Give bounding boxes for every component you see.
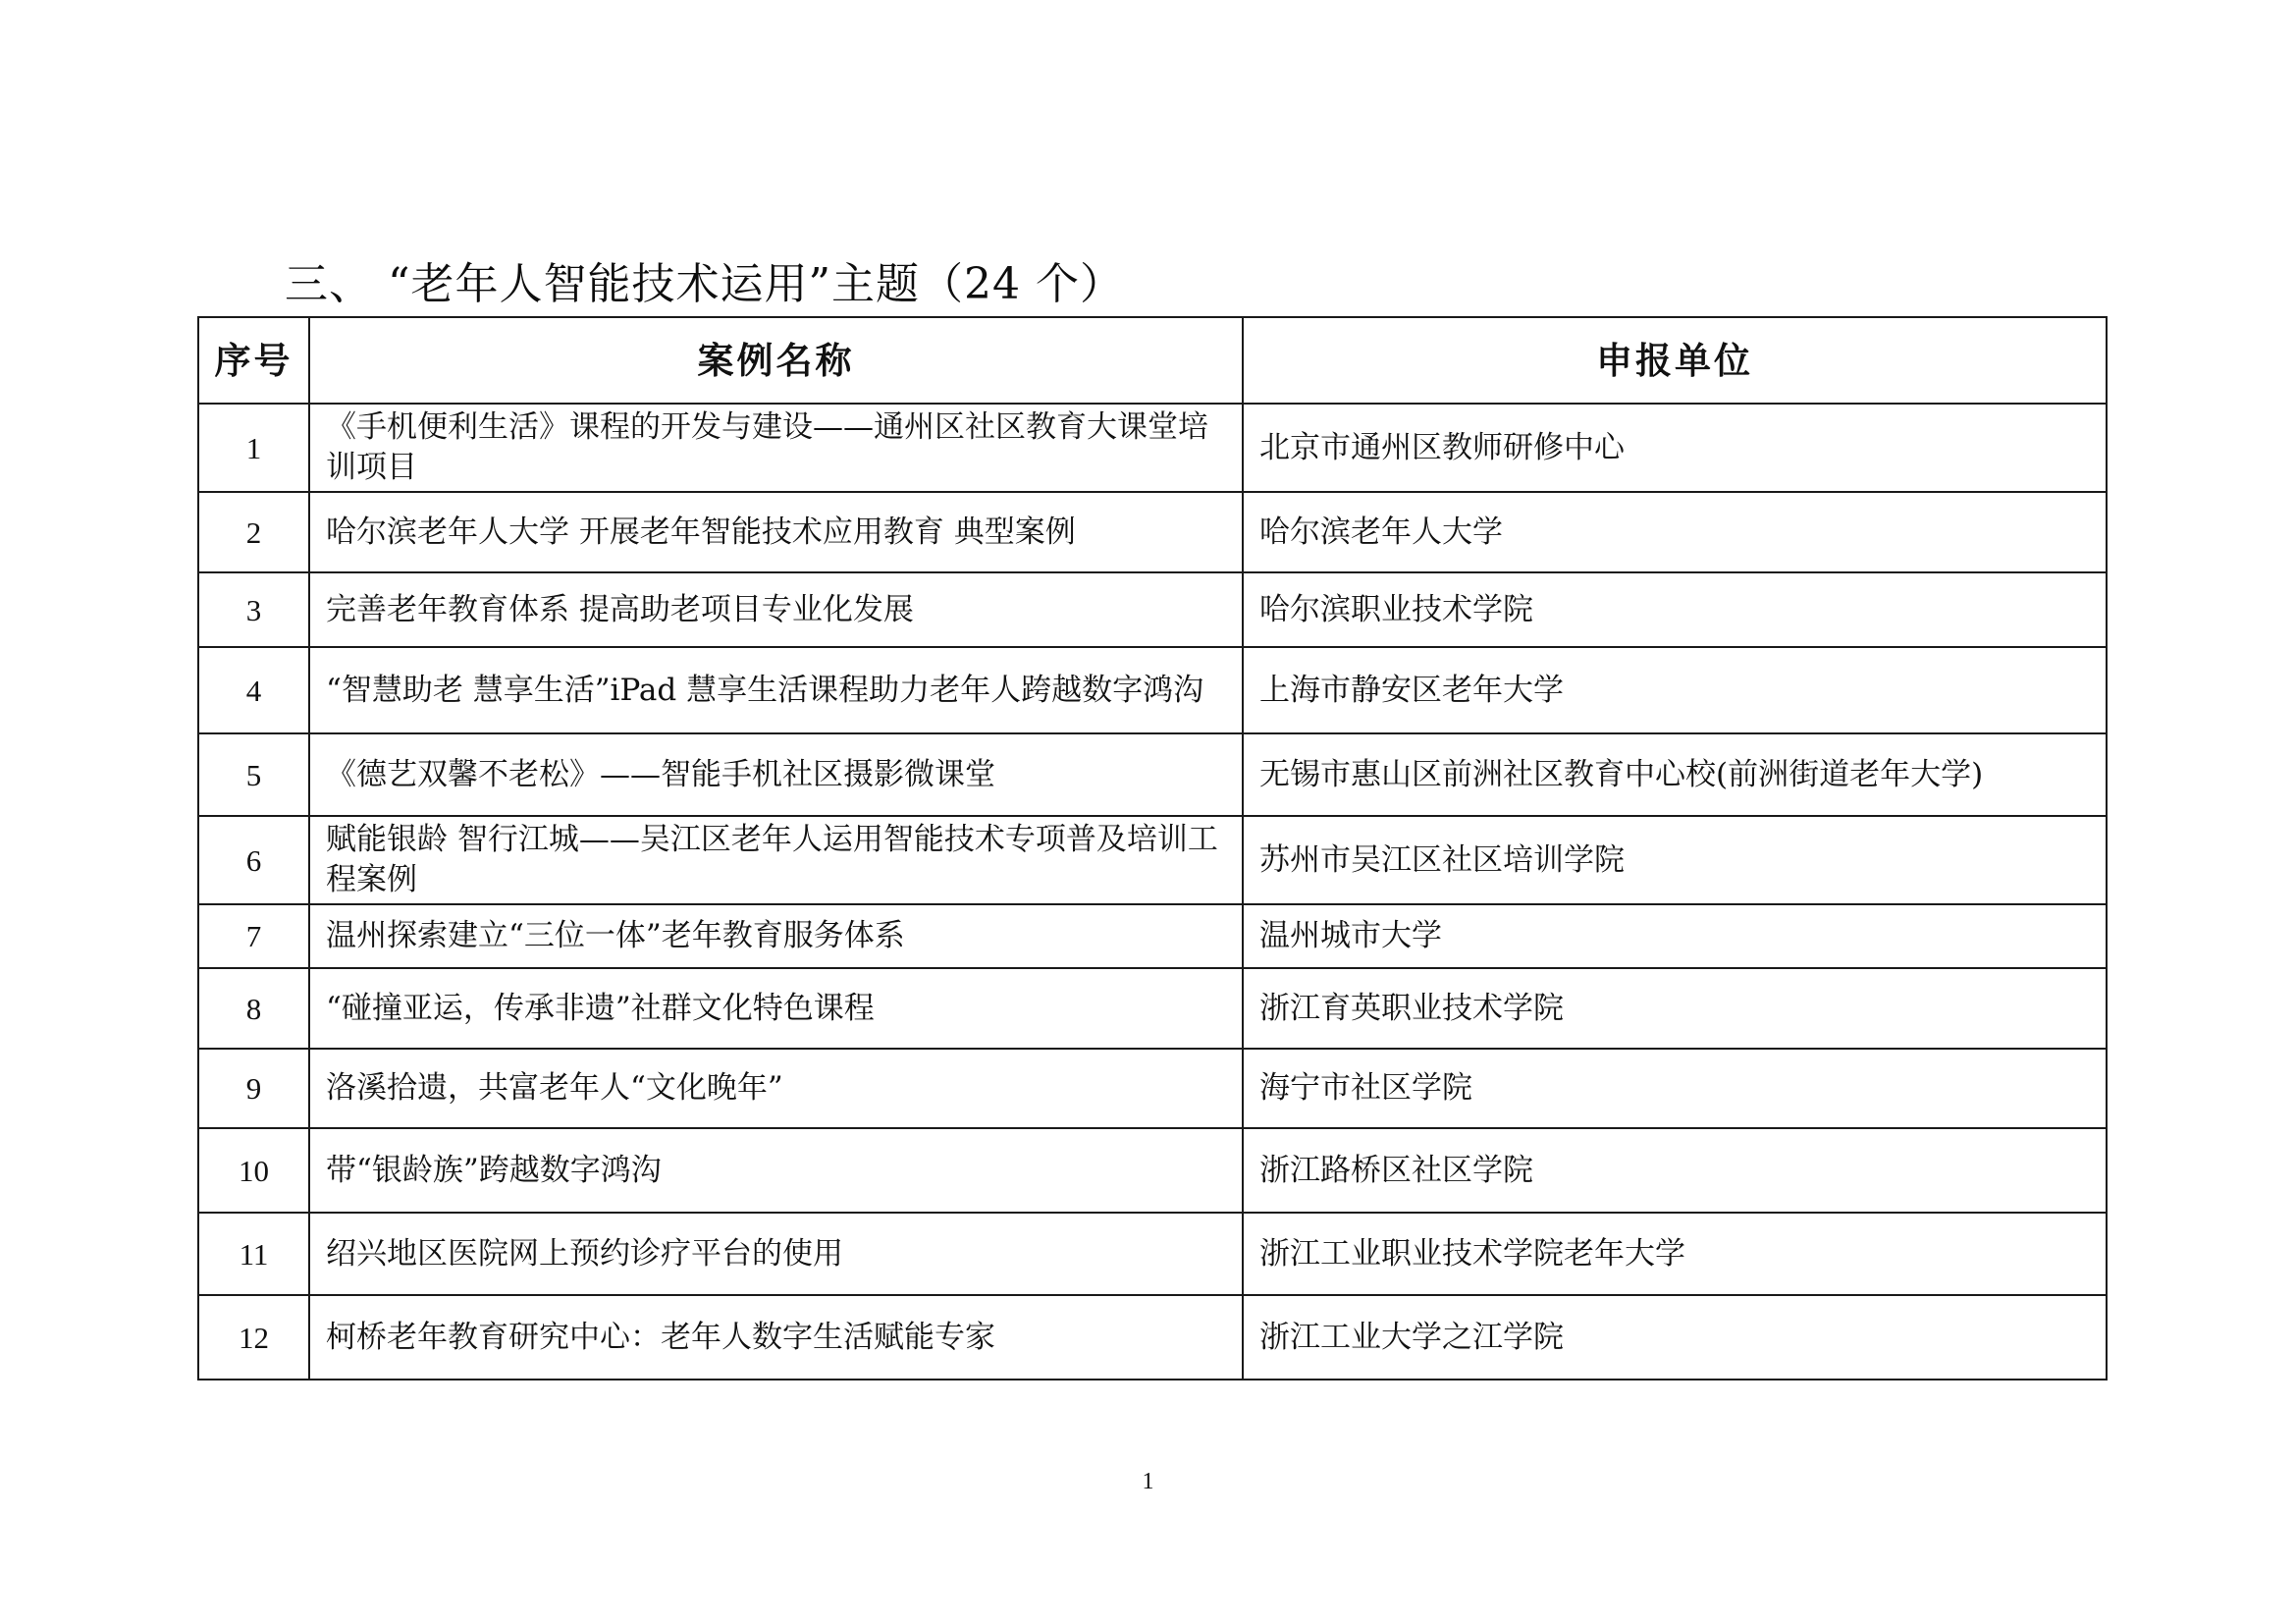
row-case-name: 带“银龄族”跨越数字鸿沟 xyxy=(309,1128,1243,1213)
row-case-name: 绍兴地区医院网上预约诊疗平台的使用 xyxy=(309,1213,1243,1295)
table-row xyxy=(198,492,2107,572)
row-number: 3 xyxy=(198,572,309,647)
row-unit: 无锡市惠山区前洲社区教育中心校(前洲街道老年大学) xyxy=(1243,733,2107,816)
row-case-name: 哈尔滨老年人大学 开展老年智能技术应用教育 典型案例 xyxy=(309,492,1243,572)
table-row xyxy=(198,572,2107,647)
section-title: 三、 “老年人智能技术运用”主题（24 个） xyxy=(285,259,1124,309)
cases-table xyxy=(197,316,2108,1380)
row-case-name: 完善老年教育体系 提高助老项目专业化发展 xyxy=(309,572,1243,647)
table-row xyxy=(198,904,2107,968)
table-row xyxy=(198,404,2107,492)
row-case-name: 赋能银龄 智行江城——吴江区老年人运用智能技术专项普及培训工程案例 xyxy=(309,816,1243,904)
row-number: 2 xyxy=(198,492,309,572)
row-unit: 浙江路桥区社区学院 xyxy=(1243,1128,2107,1213)
row-case-name: “智慧助老 慧享生活”iPad 慧享生活课程助力老年人跨越数字鸿沟 xyxy=(309,647,1243,733)
row-unit: 上海市静安区老年大学 xyxy=(1243,647,2107,733)
page-number: 1 xyxy=(1142,1469,1154,1494)
table-row xyxy=(198,1213,2107,1295)
row-number: 1 xyxy=(198,404,309,492)
row-case-name: 《德艺双馨不老松》——智能手机社区摄影微课堂 xyxy=(309,733,1243,816)
row-unit: 苏州市吴江区社区培训学院 xyxy=(1243,816,2107,904)
table-row xyxy=(198,968,2107,1049)
row-number: 4 xyxy=(198,647,309,733)
row-unit: 浙江育英职业技术学院 xyxy=(1243,968,2107,1049)
table-row xyxy=(198,647,2107,733)
row-case-name: 洛溪拾遗，共富老年人“文化晚年” xyxy=(309,1049,1243,1128)
header-number: 序号 xyxy=(198,317,309,404)
row-number: 8 xyxy=(198,968,309,1049)
row-number: 11 xyxy=(198,1213,309,1295)
table-row xyxy=(198,733,2107,816)
header-case-name: 案例名称 xyxy=(309,317,1243,404)
row-case-name: 温州探索建立“三位一体”老年教育服务体系 xyxy=(309,904,1243,968)
table-row xyxy=(198,816,2107,904)
table-row xyxy=(198,1295,2107,1380)
row-unit: 哈尔滨职业技术学院 xyxy=(1243,572,2107,647)
row-unit: 浙江工业职业技术学院老年大学 xyxy=(1243,1213,2107,1295)
row-number: 10 xyxy=(198,1128,309,1213)
row-number: 7 xyxy=(198,904,309,968)
row-case-name: 柯桥老年教育研究中心：老年人数字生活赋能专家 xyxy=(309,1295,1243,1380)
row-unit: 浙江工业大学之江学院 xyxy=(1243,1295,2107,1380)
row-case-name: 《手机便利生活》课程的开发与建设——通州区社区教育大课堂培训项目 xyxy=(309,404,1243,492)
row-number: 6 xyxy=(198,816,309,904)
row-unit: 哈尔滨老年人大学 xyxy=(1243,492,2107,572)
row-case-name: “碰撞亚运，传承非遗”社群文化特色课程 xyxy=(309,968,1243,1049)
row-unit: 北京市通州区教师研修中心 xyxy=(1243,404,2107,492)
row-number: 5 xyxy=(198,733,309,816)
row-unit: 温州城市大学 xyxy=(1243,904,2107,968)
row-number: 9 xyxy=(198,1049,309,1128)
table-header-row xyxy=(198,317,2107,404)
row-unit: 海宁市社区学院 xyxy=(1243,1049,2107,1128)
table-row xyxy=(198,1128,2107,1213)
table-row xyxy=(198,1049,2107,1128)
header-unit: 申报单位 xyxy=(1243,317,2107,404)
row-number: 12 xyxy=(198,1295,309,1380)
